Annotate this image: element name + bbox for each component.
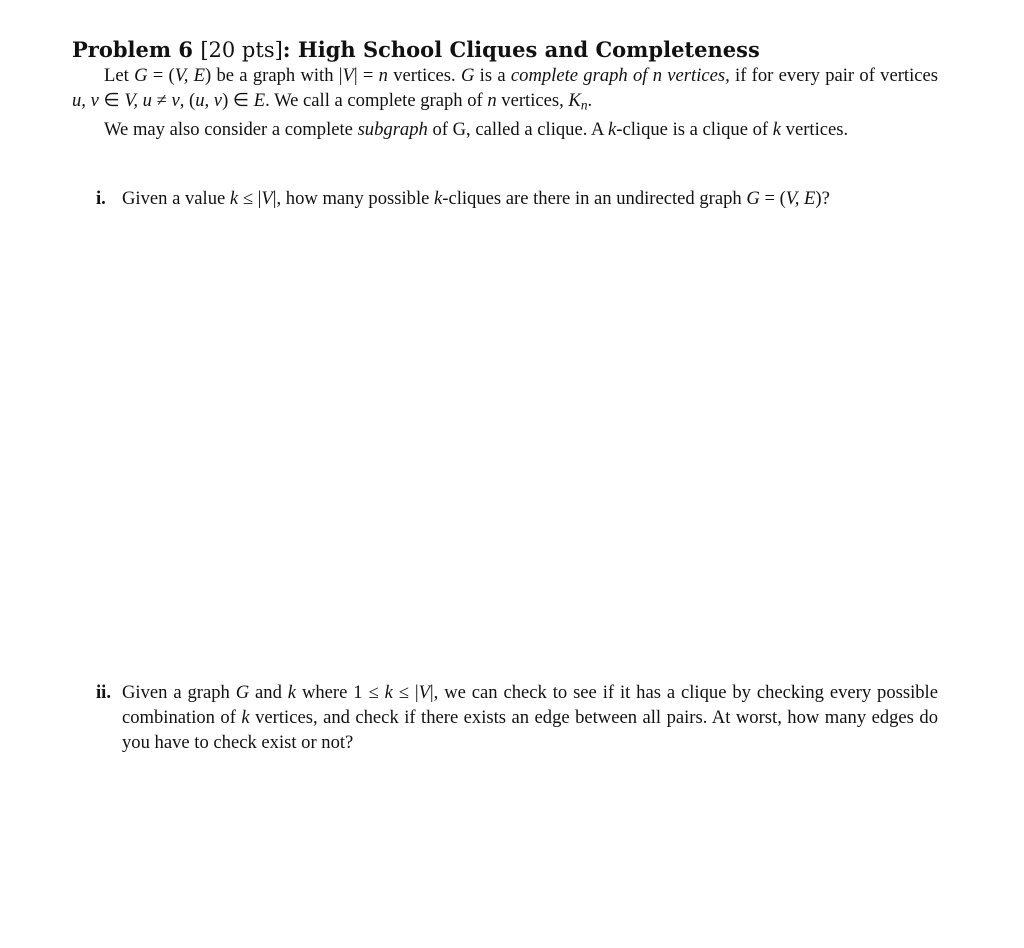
problem-points: [20 pts] (200, 38, 283, 62)
problem-heading: High School Cliques and Completeness (297, 37, 760, 62)
title-colon: : (282, 37, 291, 62)
question-i (96, 186, 938, 211)
question-i-label: i. (96, 188, 106, 209)
question-i-text: Given a value k ≤ |V|, how many possible k-cliques are there in an undirected graph G = (V, E)? (122, 188, 830, 209)
problem-label: Problem 6 (72, 37, 194, 62)
intro-paragraph-1: Let G = (V, E) be a graph with |V| = n vertices. G is a complete graph of n vertices, if for every pair of vertices u, v ∈ V, u ≠ v, (u, v) ∈ E. We call a complete graph of n vertices, $K_n$. (72, 65, 938, 113)
problem-title (72, 37, 938, 63)
intro-paragraph-2: We may also consider a complete subgraph of G, called a clique. A k-clique is a clique of k vertices. (104, 119, 849, 141)
question-ii (96, 680, 938, 755)
problem-page (72, 37, 938, 753)
definition-subgraph: subgraph (357, 119, 428, 141)
definition-complete-graph: complete graph of n vertices, (510, 65, 730, 86)
question-ii-label: ii. (96, 682, 111, 703)
question-ii-text: Given a graph G and k where 1 ≤ k ≤ |V|, we can check to see if it has a clique by checking every possible combination of k vertices, and check if there exists an edge between all pairs. At worst, how many edges do you have to check exist or not? (122, 682, 938, 753)
